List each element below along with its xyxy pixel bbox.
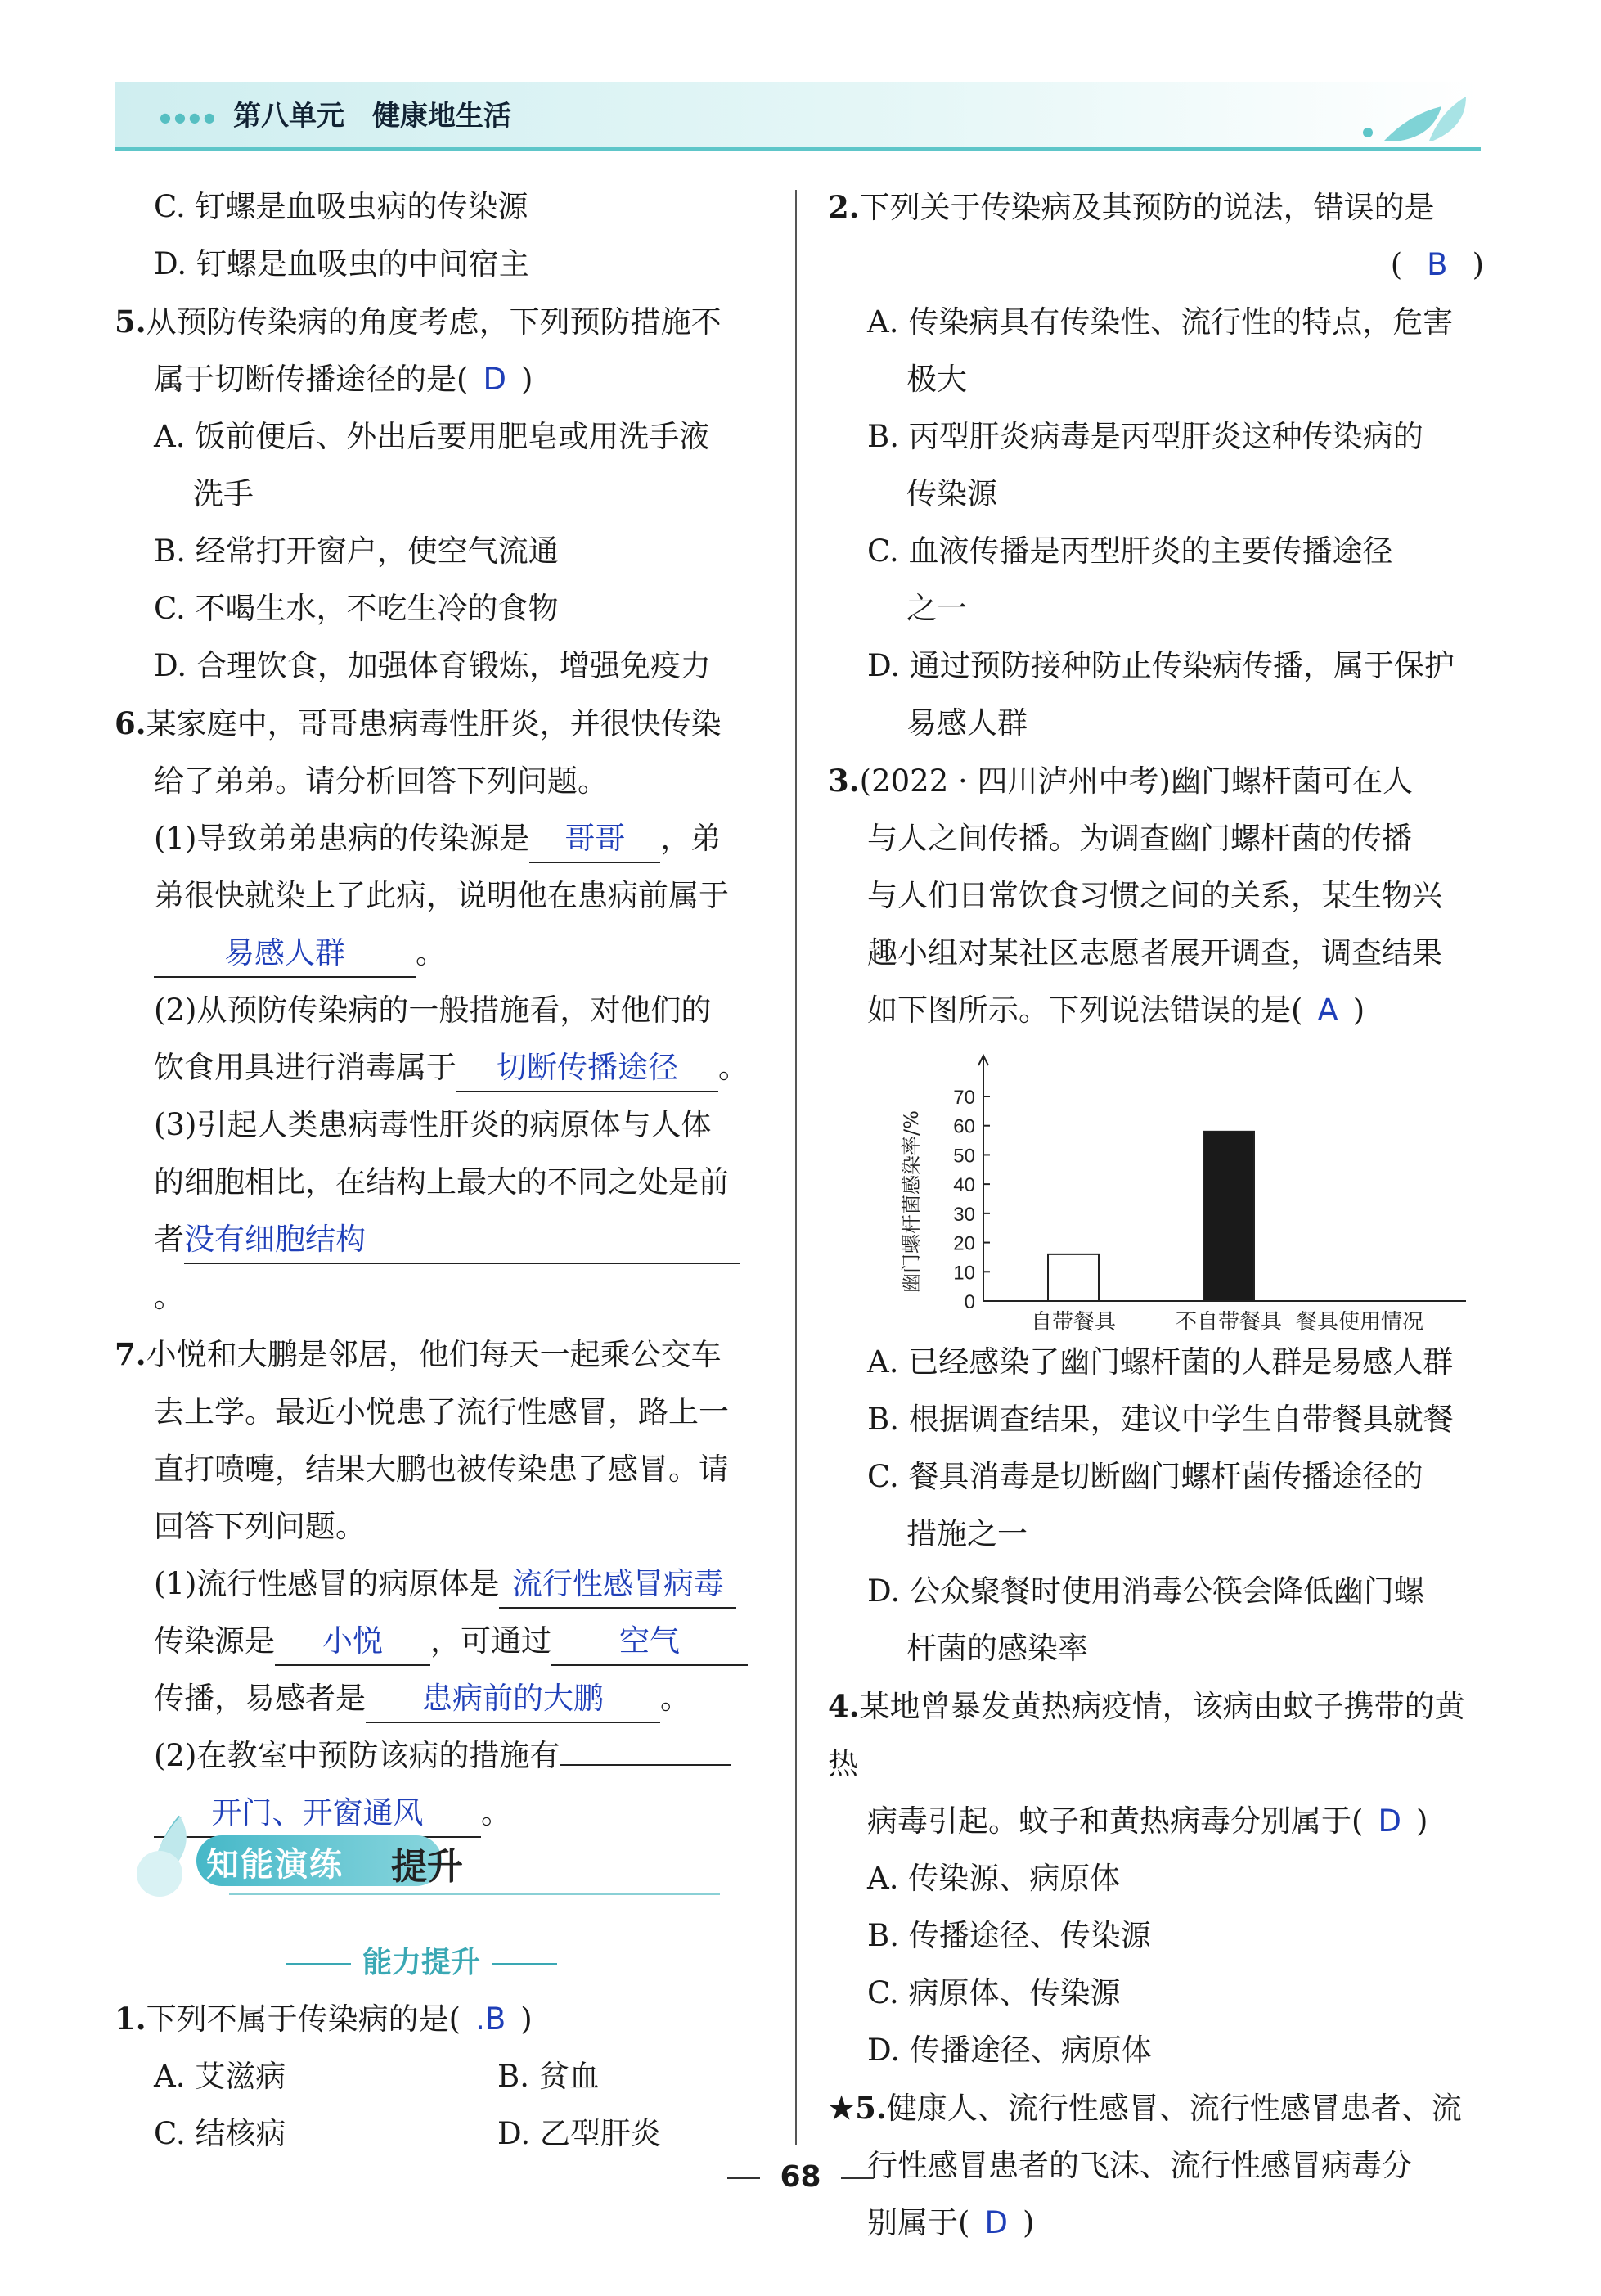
y-tick-label: 50: [953, 1145, 975, 1168]
q2-number: 2.: [828, 189, 860, 225]
q3-option-d-cont: 杆菌的感染率: [906, 1631, 1088, 1666]
bar-chart: [861, 1039, 1499, 1334]
q7-p2-a: (2)在教室中预防该病的措施有: [154, 1738, 560, 1773]
q5-number: 5.: [115, 304, 146, 340]
q7-p1-answer-4: 患病前的大鹏: [366, 1676, 660, 1723]
header-dots-icon: ●●●●: [160, 110, 218, 125]
q5-option-a-cont: 洗手: [193, 476, 254, 511]
q6-p2-answer: 切断传播途径: [456, 1045, 718, 1092]
question-1: [115, 1990, 769, 2163]
column-divider: [795, 190, 797, 2145]
sub-heading: 能力提升: [274, 1939, 569, 1981]
q5-option-b: B. 经常打开窗户，使空气流通: [154, 533, 559, 569]
right-column: [828, 178, 1491, 2252]
q2-option-b-cont: 传染源: [906, 476, 997, 511]
q6-p1-answer-2: 易感人群: [154, 930, 416, 978]
y-tick-label: 30: [953, 1203, 975, 1226]
q5-stem-a: 从预防传染病的角度考虑，下列预防措施不: [146, 304, 722, 340]
q2-option-c: C. 血液传播是丙型肝炎的主要传播途径: [867, 533, 1393, 569]
q2-option-d-cont: 易感人群: [906, 705, 1028, 741]
q3-option-d: D. 公众聚餐时使用消毒公筷会降低幽门螺: [867, 1573, 1424, 1609]
q2-open: (: [1390, 247, 1403, 282]
q5-option-d: D. 合理饮食，加强体育锻炼，增强免疫力: [154, 648, 711, 683]
q7-p2-blank-line: [560, 1764, 731, 1766]
q4r-option-a: A. 传染源、病原体: [867, 1861, 1121, 1896]
q3-option-a: A. 已经感染了幽门螺杆菌的人群是易感人群: [867, 1344, 1454, 1380]
question-4: [828, 1677, 1491, 1793]
q6-p3-answer: 没有细胞结构: [184, 1217, 740, 1264]
q4-option-c: C. 钉螺是血吸虫病的传染源: [154, 189, 528, 224]
bar: [1203, 1132, 1254, 1301]
q5r-answer: D: [984, 2205, 1008, 2240]
q7-number: 7.: [115, 1336, 146, 1372]
q6-p1-answer-1: 哥哥: [529, 816, 660, 863]
q1-stem: 下列不属于传染病的是(: [146, 2001, 461, 2037]
y-tick-label: 70: [953, 1087, 975, 1109]
section-badge-text: 知能演练: [206, 1846, 344, 1884]
y-tick-label: 0: [964, 1291, 975, 1313]
question-5: [115, 293, 769, 351]
q4-number: 4.: [828, 1688, 860, 1724]
q7-p1-answer-1: 流行性感冒病毒: [499, 1561, 736, 1609]
q6-p2-end: 。: [718, 1050, 749, 1085]
q5r-stem-c: 别属于(: [867, 2205, 970, 2240]
q3-stem-b: 与人之间传播。为调查幽门螺杆菌的传播: [867, 821, 1412, 856]
y-tick-label: 20: [953, 1232, 975, 1255]
q3-stem-a: (2022 · 四川泸州中考)幽门螺杆菌可在人: [859, 763, 1413, 799]
q2-option-c-cont: 之一: [906, 591, 967, 626]
unit-header: [115, 82, 1481, 151]
q3-stem-d: 趣小组对某社区志愿者展开调查，调查结果: [867, 935, 1442, 970]
bar: [1048, 1254, 1099, 1301]
q2-stem: 下列关于传染病及其预防的说法，错误的是: [859, 190, 1435, 225]
q7-stem-c: 直打喷嚏，结果大鹏也被传染患了感冒。请: [154, 1452, 729, 1487]
x-category-label: 不自带餐具: [1175, 1310, 1283, 1334]
q7-stem-b: 去上学。最近小悦患了流行性感冒，路上一: [154, 1394, 729, 1429]
q6-p2-b: 饮食用具进行消毒属于: [154, 1050, 456, 1085]
q6-p3-a: (3)引起人类患病毒性肝炎的病原体与人体: [154, 1107, 712, 1142]
q7-p1-end: 。: [660, 1681, 690, 1716]
q4-close: ): [1415, 1803, 1428, 1839]
q4r-option-d: D. 传播途径、病原体: [867, 2033, 1152, 2068]
q2-answer: B: [1427, 247, 1448, 282]
y-tick-label: 10: [953, 1262, 975, 1285]
q5r-close: ): [1022, 2205, 1035, 2240]
q2-close: ): [1472, 247, 1484, 282]
q7-p2-answer: 开门、开窗通风: [154, 1790, 481, 1838]
q4r-option-c: C. 病原体、传染源: [867, 1975, 1121, 2010]
q7-p2-end: 。: [481, 1795, 511, 1830]
q5-option-c: C. 不喝生水，不吃生冷的食物: [154, 591, 559, 626]
q6-p1-end: 。: [416, 935, 446, 970]
q3-option-c-cont: 措施之一: [906, 1516, 1028, 1551]
y-tick-label: 60: [953, 1115, 975, 1138]
q7-stem-a: 小悦和大鹏是邻居，他们每天一起乘公交车: [146, 1337, 722, 1372]
q6-p3-end: 。: [154, 1279, 184, 1314]
leaf-icon: [1351, 90, 1474, 151]
question-3: [828, 752, 1491, 810]
q6-p1-a: (1)导致弟弟患病的传染源是: [154, 821, 530, 856]
q6-p1-b: ，弟: [660, 821, 722, 856]
feather-icon: [123, 1812, 205, 1911]
q5-option-a: A. 饭前便后、外出后要用肥皂或用洗手液: [154, 419, 710, 454]
question-6: [115, 695, 769, 753]
x-category-label: 自带餐具: [1030, 1310, 1117, 1334]
q1-option-b: B. 贫血: [497, 2059, 600, 2094]
q3-stem-c: 与人们日常饮食习惯之间的关系，某生物兴: [867, 878, 1442, 913]
q3-close: ): [1352, 993, 1365, 1028]
q1-number: 1.: [115, 2001, 146, 2037]
q6-p3-c: 者: [154, 1222, 184, 1257]
section-banner: [115, 1812, 720, 1911]
q4r-option-b: B. 传播途径、传染源: [867, 1918, 1151, 1953]
q1-option-a: A. 艾滋病: [154, 2059, 286, 2094]
y-axis-label: 幽门螺杆菌感染率/%: [900, 1110, 923, 1293]
q7-p1-c: ，可通过: [430, 1623, 551, 1659]
q6-p3-b: 的细胞相比，在结构上最大的不同之处是前: [154, 1164, 729, 1200]
q4-option-d: D. 钉螺是血吸虫的中间宿主: [154, 246, 529, 281]
bar-chart-svg: [861, 1039, 1499, 1334]
q3-answer: A: [1317, 993, 1338, 1028]
q7-p1-b: 传染源是: [154, 1623, 275, 1659]
left-column: [115, 178, 769, 1842]
q3-stem-e: 如下图所示。下列说法错误的是(: [867, 993, 1303, 1028]
q5-stem-b: 属于切断传播途径的是(: [154, 362, 469, 397]
q4-stem-a: 某地曾暴发黄热病疫情，该病由蚊子携带的黄热: [828, 1689, 1465, 1781]
q1-close: ): [520, 2001, 533, 2037]
q2-option-a: A. 传染病具有传染性、流行性的特点，危害: [867, 304, 1454, 340]
y-tick-label: 40: [953, 1174, 975, 1197]
q6-stem-b: 给了弟弟。请分析回答下列问题。: [154, 763, 608, 799]
q7-p1-a: (1)流行性感冒的病原体是: [154, 1566, 500, 1601]
q5r-number: ★5.: [828, 2090, 887, 2126]
q7-stem-d: 回答下列问题。: [154, 1509, 366, 1544]
q7-p1-answer-2: 小悦: [275, 1618, 430, 1666]
q5-close: ): [520, 362, 533, 397]
q2-option-b: B. 丙型肝炎病毒是丙型肝炎这种传染病的: [867, 419, 1423, 454]
question-7: [115, 1326, 769, 1384]
q4-stem-b: 病毒引起。蚊子和黄热病毒分别属于(: [867, 1803, 1364, 1839]
unit-title: 第八单元 健康地生活: [233, 100, 511, 133]
q6-p1-c: 弟很快就染上了此病，说明他在患病前属于: [154, 878, 729, 913]
page-number: 68: [0, 2160, 1601, 2194]
q4-answer: D: [1378, 1803, 1401, 1839]
question-2: [828, 178, 1491, 236]
q5-answer: D: [483, 362, 506, 397]
q7-p1-answer-3: 空气: [551, 1618, 748, 1666]
section-underline: [229, 1893, 720, 1895]
q2-option-a-cont: 极大: [906, 362, 967, 397]
q3-option-b: B. 根据调查结果，建议中学生自带餐具就餐: [867, 1402, 1454, 1437]
q6-stem-a: 某家庭中，哥哥患病毒性肝炎，并很快传染: [146, 706, 722, 741]
q6-p2-a: (2)从预防传染病的一般措施看，对他们的: [154, 993, 712, 1028]
q5r-stem-a: 健康人、流行性感冒、流行性感冒患者、流: [886, 2091, 1462, 2126]
q6-number: 6.: [115, 705, 146, 741]
q1-answer: .B: [475, 2001, 506, 2037]
q3-option-c: C. 餐具消毒是切断幽门螺杆菌传播途径的: [867, 1459, 1423, 1494]
question-5-star: [828, 2079, 1491, 2137]
q2-option-d: D. 通过预防接种防止传染病传播，属于保护: [867, 648, 1455, 683]
section-title: 提升: [391, 1846, 463, 1888]
q1-option-c: C. 结核病: [154, 2116, 286, 2151]
q1-option-d: D. 乙型肝炎: [497, 2116, 661, 2151]
q7-p1-d: 传播，易感者是: [154, 1681, 366, 1716]
q5r-stem-b: 行性感冒患者的飞沫、流行性感冒病毒分: [867, 2148, 1412, 2183]
q3-number: 3.: [828, 763, 860, 799]
x-axis-label: 餐具使用情况: [1295, 1310, 1424, 1334]
